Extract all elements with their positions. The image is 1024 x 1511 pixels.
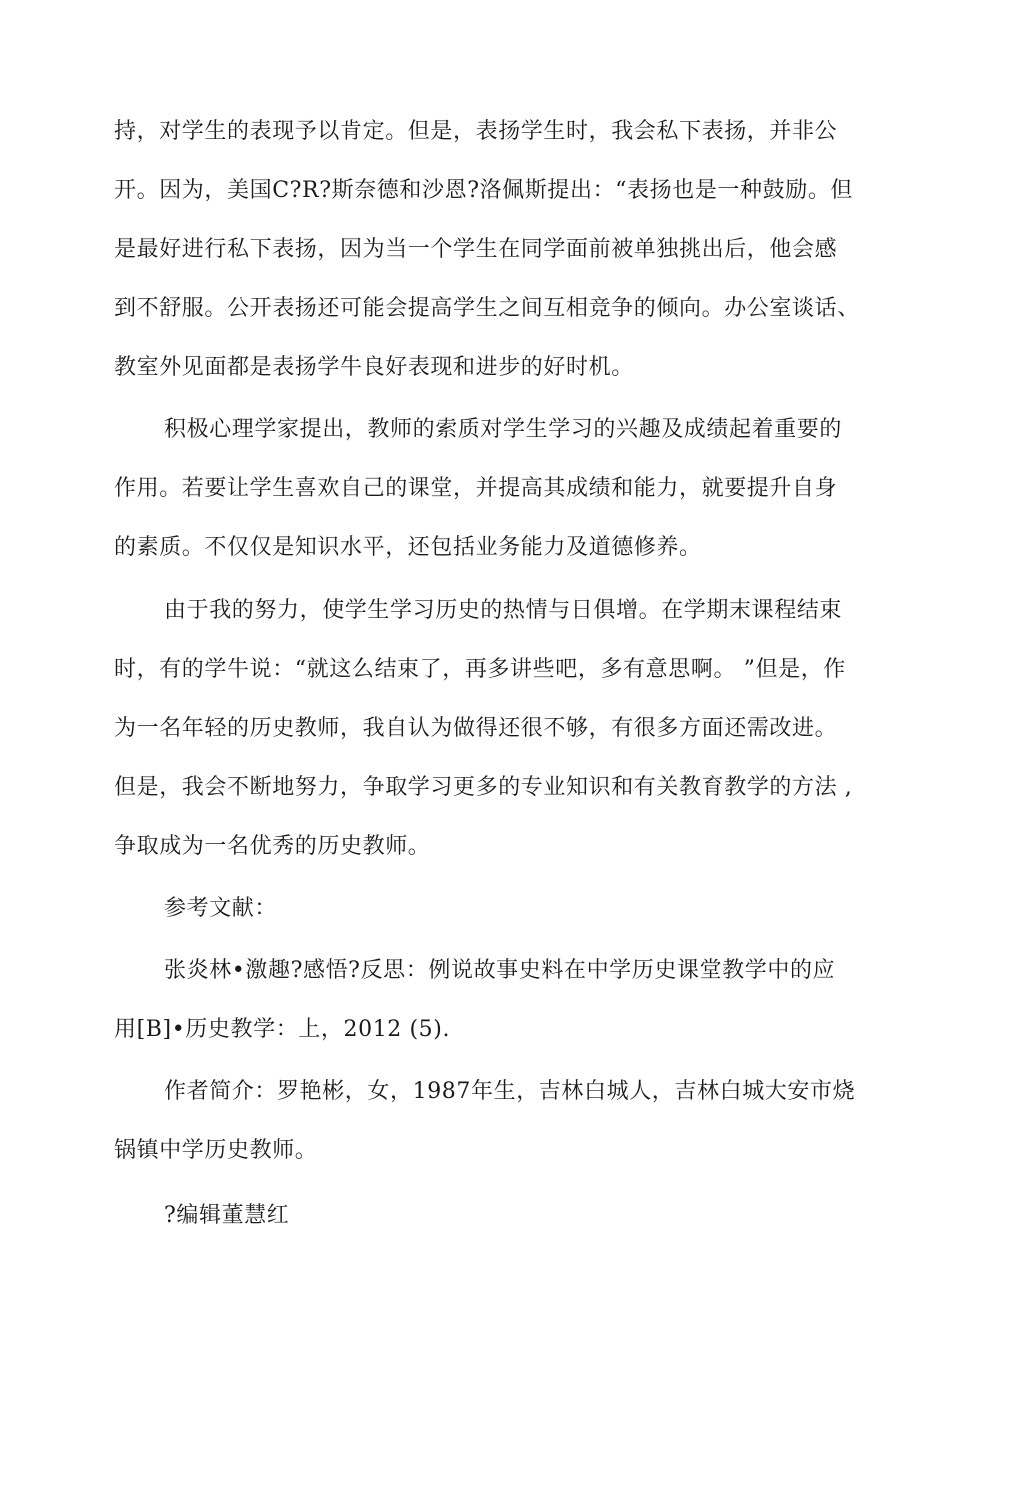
text-line: 到不舒服。公开表扬还可能会提高学生之间互相竞争的倾向。办公室谈话、 xyxy=(114,296,860,321)
text-line: 积极心理学家提出，教师的索质对学生学习的兴趣及成绩起着重要的 xyxy=(164,417,843,442)
text-line: 用[B]•历史教学：上，2012 (5). xyxy=(114,1017,451,1042)
text-line: 是最好进行私下表扬，因为当一个学生在同学面前被单独挑出后，他会感 xyxy=(114,237,838,262)
text-line: 但是，我会不断地努力，争取学习更多的专业知识和有关教育教学的方法 , xyxy=(114,775,853,800)
references-heading: 参考文献： xyxy=(164,896,278,921)
text-line: 开。因为，美国C?R?斯奈德和沙恩?洛佩斯提出：“表扬也是一种鼓励。但 xyxy=(114,178,854,203)
text-line: 时，有的学牛说：“就这么结束了，再多讲些吧，多有意思啊。 ”但是，作 xyxy=(114,657,846,682)
text-line: 争取成为一名优秀的历史教师。 xyxy=(114,834,431,859)
text-line: 为一名年轻的历史教师，我自认为做得还很不够，有很多方面还需改进。 xyxy=(114,716,838,741)
text-line: 锅镇中学历史教师。 xyxy=(114,1138,318,1163)
text-line: 作用。若要让学生喜欢自己的课堂，并提高其成绩和能力，就要提升自身 xyxy=(114,476,838,501)
text-line: 的素质。不仅仅是知识水平，还包括业务能力及道德修养。 xyxy=(114,535,702,560)
text-line: 张炎林•激趣?感悟?反思：例说故事史料在中学历史课堂教学中的应 xyxy=(164,958,836,983)
text-line: 由于我的努力，使学生学习历史的热情与日俱增。在学期末课程结束 xyxy=(164,598,843,623)
editor-credit: ?编辑董慧红 xyxy=(164,1203,290,1228)
text-line: 作者简介：罗艳彬，女，1987年生，吉林白城人，吉林白城大安市烧 xyxy=(164,1079,856,1104)
text-line: 教室外见面都是表扬学牛良好表现和进步的好时机。 xyxy=(114,355,634,380)
text-line: 持，对学生的表现予以肯定。但是，表扬学生时，我会私下表扬，并非公 xyxy=(114,119,838,144)
